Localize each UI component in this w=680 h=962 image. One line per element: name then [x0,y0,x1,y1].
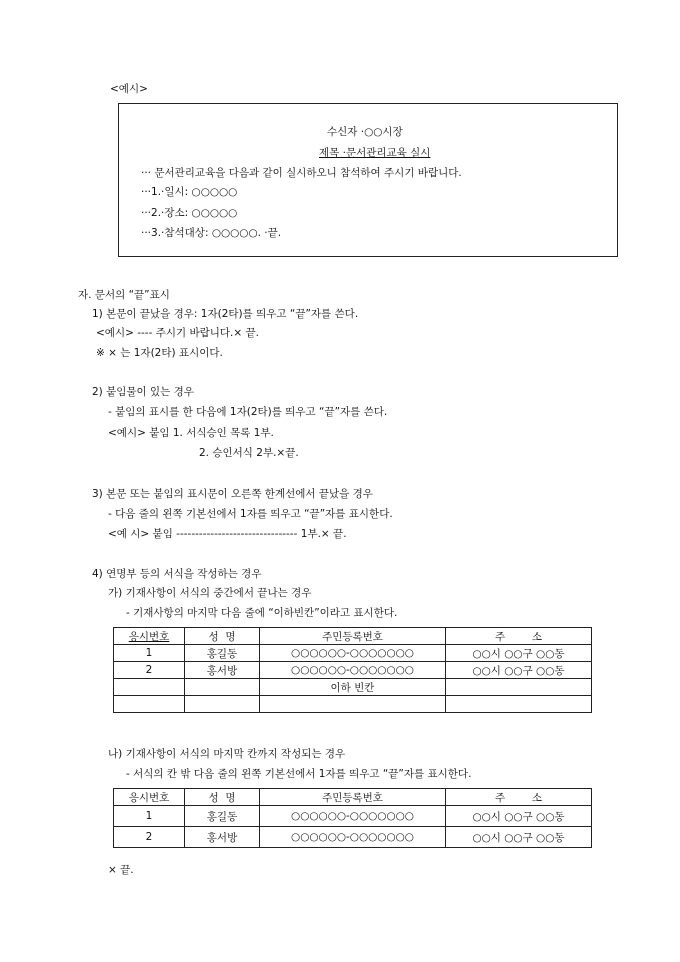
table-cell [446,679,592,696]
example-document-box [118,103,618,257]
table-cell [260,696,446,713]
item-3-line: ···3.·참석대상: ○○○○○. ·끝. [141,227,282,239]
table-cell: 2 [114,827,185,848]
table-header-row [114,628,592,645]
table-cell: ○○시 ○○구 ○○동 [446,806,592,827]
body-line: ··· 문서관리교육을 다음과 같이 실시하오니 참석하여 주시기 바랍니다. [141,167,462,179]
s2-example-2: 2. 승인서식 2부.×끝. [199,447,299,459]
s4-a-desc: - 기재사항의 마지막 다음 줄에 “이하빈칸”이라고 표시한다. [126,607,398,619]
s4-b-desc: - 서식의 칸 밖 다음 줄의 왼쪽 기본선에서 1자를 띄우고 “끝”자를 표시한다. [126,768,472,780]
table-cell [185,679,260,696]
header-cell: 응시번호 [114,628,185,645]
s3-desc: - 다음 줄의 왼쪽 기본선에서 1자를 띄우고 “끝”자를 표시한다. [108,508,393,520]
table-cell: 홍서방 [185,662,260,679]
table-cell: 2 [114,662,185,679]
table-row [114,827,592,848]
table-cell [185,696,260,713]
header-cell: 성 명 [185,628,260,645]
header-cell: 주민등록번호 [260,628,446,645]
s1-example: <예시> ---- 주시기 바랍니다.× 끝. [96,327,260,339]
table-header-row [114,789,592,806]
table-cell: ○○○○○○-○○○○○○○ [260,645,446,662]
table-cell: 1 [114,645,185,662]
table-cell [114,679,185,696]
table-cell: ○○시 ○○구 ○○동 [446,662,592,679]
s1-title: 1) 본문이 끝났을 경우: 1자(2타)를 띄우고 “끝”자를 쓴다. [92,308,359,320]
table-cell: 홍길동 [185,645,260,662]
table-cell: ○○시 ○○구 ○○동 [446,827,592,848]
subject-line: 제목 ·문서관리교육 실시 [319,147,431,159]
table-row [114,662,592,679]
roster-table-full [113,788,592,848]
s3-title: 3) 본문 또는 붙임의 표시문이 오른쪽 한계선에서 끝났을 경우 [92,488,373,500]
blank-label-cell: 이하 빈칸 [260,679,446,696]
table-row [114,679,592,696]
s2-title: 2) 붙임물이 있는 경우 [92,386,194,398]
s1-note: ※ × 는 1자(2타) 표시이다. [96,347,223,359]
s4-a-title: 가) 기재사항이 서식의 중간에서 끝나는 경우 [108,587,312,599]
header-cell: 응시번호 [114,789,185,806]
s4-b-title: 나) 기재사항이 서식의 마지막 칸까지 작성되는 경우 [108,748,346,760]
section-heading: 자. 문서의 “끝”표시 [78,289,170,301]
table-row [114,645,592,662]
header-cell: 주 소 [446,789,592,806]
table-cell: ○○○○○○-○○○○○○○ [260,662,446,679]
recipient-line: 수신자 ·○○시장 [327,126,403,138]
item-1-line: ···1.·일시: ○○○○○ [141,186,238,198]
s2-desc: - 붙임의 표시를 한 다음에 1자(2타)를 띄우고 “끝”자를 쓴다. [108,406,388,418]
example-label: <예시> [110,83,148,95]
end-mark: × 끝. [108,864,134,876]
table-cell: 홍길동 [185,806,260,827]
table-cell [114,696,185,713]
header-cell: 성 명 [185,789,260,806]
item-2-line: ···2.·장소: ○○○○○ [141,207,238,219]
table-cell: ○○○○○○-○○○○○○○ [260,806,446,827]
table-cell [446,696,592,713]
roster-table-blank [113,627,592,713]
s4-title: 4) 연명부 등의 서식을 작성하는 경우 [92,568,262,580]
table-row [114,806,592,827]
table-cell: 1 [114,806,185,827]
table-cell: 홍서방 [185,827,260,848]
header-cell: 주 소 [446,628,592,645]
header-cell: 주민등록번호 [260,789,446,806]
table-row [114,696,592,713]
s3-example: <예 시> 붙임 -------------------------------- 1부.× 끝. [108,528,347,540]
table-cell: ○○시 ○○구 ○○동 [446,645,592,662]
s2-example-1: <예시> 붙임 1. 서식승인 목록 1부. [108,427,274,439]
table-cell: ○○○○○○-○○○○○○○ [260,827,446,848]
